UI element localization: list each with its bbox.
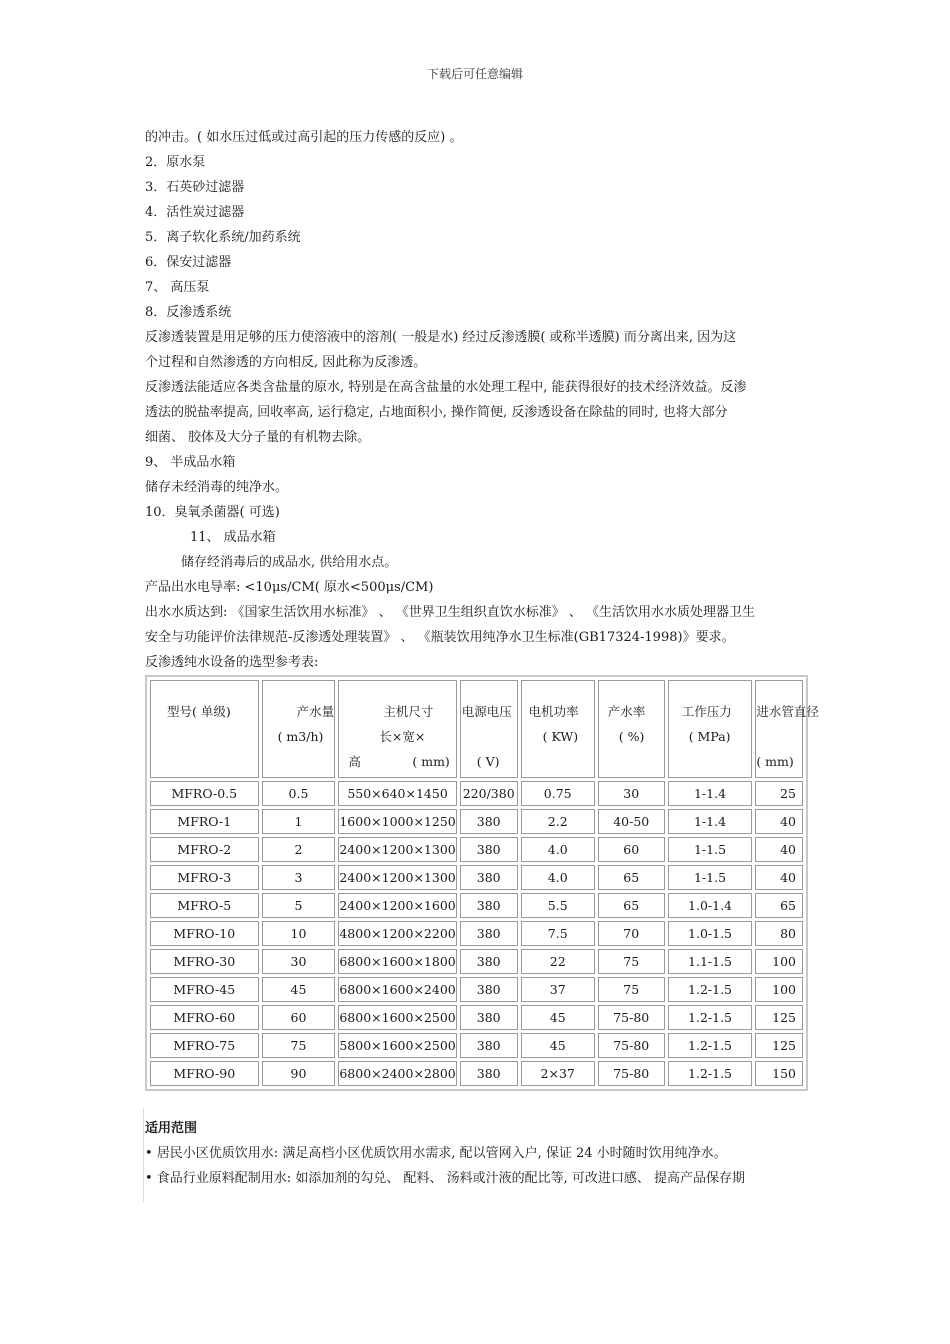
table-cell: 1.0-1.5 [668,921,753,946]
table-cell: 75 [598,977,665,1002]
table-cell: MFRO-3 [150,865,259,890]
paragraph: 储存经消毒后的成品水, 供给用水点。 [181,555,398,570]
table-cell: 150 [755,1061,803,1086]
paragraph-line: 反渗透法能适应各类含盐量的原水, 特别是在高含盐量的水处理工程中, 能获得很好的技术经济效益。反渗 [145,380,747,395]
list-item: 4．活性炭过滤器 [145,205,245,220]
table-cell: 6800×1600×2400 [338,977,456,1002]
table-cell: 45 [521,1005,595,1030]
table-cell: 45 [521,1033,595,1058]
table-cell: 1600×1000×1250 [338,809,456,834]
table-row [150,781,803,806]
table-row [150,921,803,946]
table-row [150,1033,803,1058]
table-cell: 37 [521,977,595,1002]
list-item: 7、 高压泵 [145,280,210,295]
table-cell: 10 [262,921,336,946]
header-power: 电机功率 ( KW) [521,680,595,778]
table-cell: 2400×1200×1300 [338,837,456,862]
table-cell: MFRO-30 [150,949,259,974]
table-cell: 380 [460,1033,518,1058]
table-row [150,893,803,918]
table-cell: 220/380 [460,781,518,806]
table-cell: 100 [755,949,803,974]
list-item: 11、 成品水箱 [190,530,276,545]
bullet-item: • 居民小区优质饮用水: 满足高档小区优质饮用水需求, 配以管网入户, 保证 24 小时随时饮用纯净水。 [145,1146,727,1161]
table-cell: 70 [598,921,665,946]
table-cell: 75 [598,949,665,974]
table-cell: 380 [460,837,518,862]
table-cell: 4800×1200×2200 [338,921,456,946]
table-cell: 65 [755,893,803,918]
table-cell: 5 [262,893,336,918]
document-body [145,125,835,1191]
table-cell: 1.2-1.5 [668,1033,753,1058]
table-cell: 2400×1200×1600 [338,893,456,918]
table-cell: 30 [262,949,336,974]
header-voltage: 电源电压 ( V) [460,680,518,778]
section-title: 适用范围 [145,1121,198,1136]
paragraph: 储存未经消毒的纯净水。 [145,480,289,495]
table-row [150,949,803,974]
table-cell: 550×640×1450 [338,781,456,806]
table-cell: 90 [262,1061,336,1086]
spec-table [145,675,819,1091]
table-cell: 2.2 [521,809,595,834]
table-cell: 60 [262,1005,336,1030]
table-cell: 3 [262,865,336,890]
table-cell: 30 [598,781,665,806]
table-cell: 65 [598,893,665,918]
table-cell: 40 [755,809,803,834]
header-output: 产水量 ( m3/h) [262,680,336,778]
table-cell: 75-80 [598,1005,665,1030]
table-cell: 100 [755,977,803,1002]
table-cell: 40-50 [598,809,665,834]
table-cell: 6800×1600×2500 [338,1005,456,1030]
table-cell: MFRO-90 [150,1061,259,1086]
list-item: 3．石英砂过滤器 [145,180,245,195]
table-cell: 2400×1200×1300 [338,865,456,890]
table-cell: 1.1-1.5 [668,949,753,974]
header-rate: 产水率 ( %) [598,680,665,778]
table-header-row [150,680,803,778]
table-cell: MFRO-5 [150,893,259,918]
table-cell: 1.0-1.4 [668,893,753,918]
header-pressure: 工作压力 ( MPa) [668,680,753,778]
left-rule [143,1108,144,1203]
table-row [150,809,803,834]
table-cell: 1.2-1.5 [668,1005,753,1030]
table-cell: 5800×1600×2500 [338,1033,456,1058]
header-size: 主机尺寸 长×宽× 高 ( mm) [338,680,456,778]
table-cell: 1-1.4 [668,781,753,806]
table-cell: 4.0 [521,837,595,862]
bullet-item: • 食品行业原料配制用水: 如添加剂的勾兑、 配料、 汤料或汁液的配比等, 可改进口感、 提高产品保存期 [145,1171,745,1186]
table-cell: 2 [262,837,336,862]
table-cell: 380 [460,977,518,1002]
table-cell: 6800×1600×1800 [338,949,456,974]
list-item: 10．臭氧杀菌器( 可选) [145,505,280,520]
table-cell: MFRO-75 [150,1033,259,1058]
table-cell: 0.75 [521,781,595,806]
table-cell: 60 [598,837,665,862]
table-cell: MFRO-45 [150,977,259,1002]
table-cell: 80 [755,921,803,946]
table-cell: 125 [755,1033,803,1058]
table-row [150,1005,803,1030]
table-row [150,865,803,890]
paragraph-line: 出水水质达到: 《国家生活饮用水标准》 、 《世界卫生组织直饮水标准》 、 《生活饮用水水质处理器卫生 [145,605,756,620]
table-cell: 40 [755,865,803,890]
table-cell: 1-1.4 [668,809,753,834]
list-item: 8．反渗透系统 [145,305,232,320]
table-cell: 380 [460,809,518,834]
table-cell: 2×37 [521,1061,595,1086]
page-header: 下载后可任意编辑 [426,67,523,81]
table-cell: 380 [460,1061,518,1086]
table-cell: 1-1.5 [668,865,753,890]
table-cell: 40 [755,837,803,862]
table-cell: MFRO-60 [150,1005,259,1030]
table-cell: 380 [460,1005,518,1030]
table-cell: 380 [460,921,518,946]
list-item: 5．离子软化系统/加药系统 [145,230,301,245]
paragraph-line: 安全与功能评价法律规范-反渗透处理装置》 、 《瓶装饮用纯净水卫生标准(GB17324-1998)》要求。 [145,630,735,645]
table-cell: MFRO-1 [150,809,259,834]
paragraph: 的冲击。( 如水压过低或过高引起的压力传感的反应) 。 [145,130,463,145]
table-cell: 7.5 [521,921,595,946]
table-cell: 75 [262,1033,336,1058]
table-cell: MFRO-10 [150,921,259,946]
paragraph-line: 透法的脱盐率提高, 回收率高, 运行稳定, 占地面积小, 操作简便, 反渗透设备在除盐的同时, 也将大部分 [145,405,728,420]
table-cell: 380 [460,949,518,974]
paragraph-line: 个过程和自然渗透的方向相反, 因此称为反渗透。 [145,355,427,370]
table-cell: 75-80 [598,1033,665,1058]
table-cell: 45 [262,977,336,1002]
table-cell: 1-1.5 [668,837,753,862]
table-cell: 380 [460,893,518,918]
table-cell: 1.2-1.5 [668,1061,753,1086]
paragraph-line: 反渗透装置是用足够的压力使溶液中的溶剂( 一般是水) 经过反渗透膜( 或称半透膜) 而分离出来, 因为这 [145,330,737,345]
paragraph: 产品出水电导率: <10μs/CM( 原水<500μs/CM) [145,580,434,595]
table-cell: 125 [755,1005,803,1030]
table-body [150,781,803,1086]
table-cell: 4.0 [521,865,595,890]
table-row [150,1061,803,1086]
table-cell: 6800×2400×2800 [338,1061,456,1086]
table-cell: MFRO-0.5 [150,781,259,806]
table-cell: 1.2-1.5 [668,977,753,1002]
list-item: 9、 半成品水箱 [145,455,236,470]
table-row [150,837,803,862]
table-cell: 1 [262,809,336,834]
table-cell: 65 [598,865,665,890]
list-item: 6．保安过滤器 [145,255,232,270]
table-cell: MFRO-2 [150,837,259,862]
table-cell: 75-80 [598,1061,665,1086]
table-cell: 380 [460,865,518,890]
table-cell: 22 [521,949,595,974]
paragraph-line: 细菌、 胶体及大分子量的有机物去除。 [145,430,371,445]
table-caption: 反渗透纯水设备的选型参考表: [145,655,319,670]
table-cell: 5.5 [521,893,595,918]
list-item: 2．原水泵 [145,155,206,170]
header-pipe: 进水管直径 ( mm) [755,680,803,778]
header-model: 型号( 单级) [150,680,259,778]
table-row [150,977,803,1002]
table-cell: 0.5 [262,781,336,806]
table-cell: 25 [755,781,803,806]
